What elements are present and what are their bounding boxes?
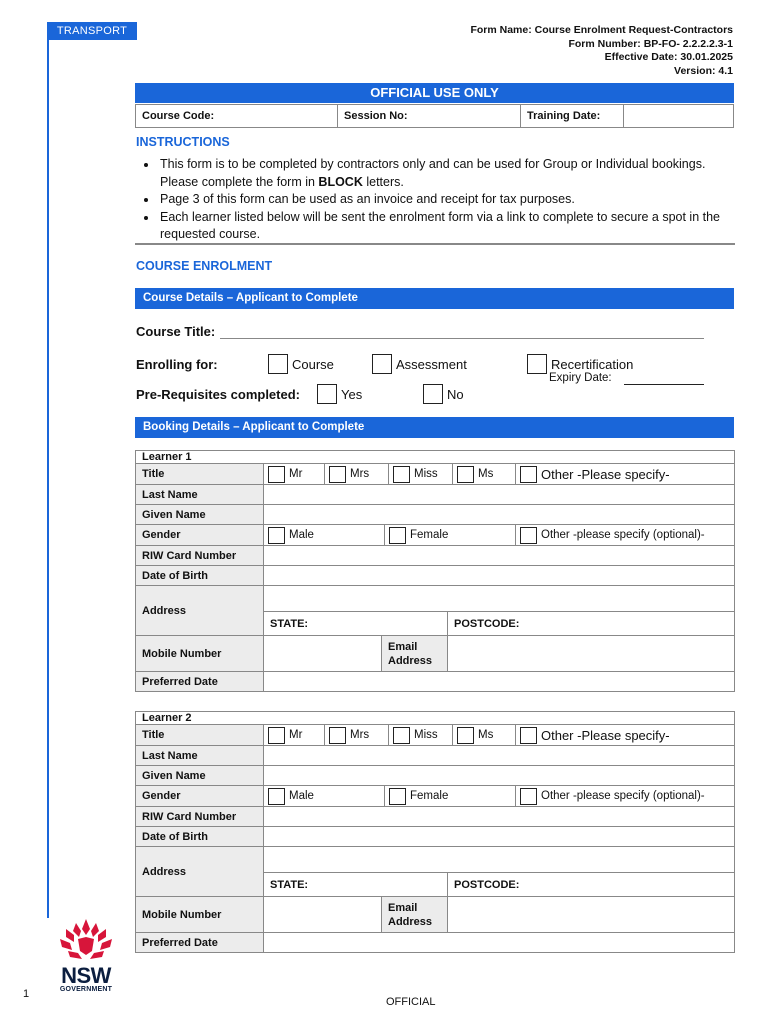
form-meta [470, 24, 733, 78]
miss-checkbox[interactable] [393, 727, 410, 744]
label-state: STATE: [270, 617, 309, 630]
waratah-icon [48, 915, 124, 961]
version: Version: 4.1 [674, 64, 733, 77]
given-name-label: Given Name [136, 505, 264, 525]
other-gender-checkbox[interactable] [520, 527, 537, 544]
booking-details-bar: Booking Details – Applicant to Complete [135, 417, 734, 438]
assessment-checkbox[interactable] [372, 354, 392, 374]
training-date-field[interactable] [624, 105, 734, 128]
expiry-date-input[interactable] [624, 384, 704, 385]
address-label: Address [136, 847, 264, 897]
learner-table-2 [135, 711, 735, 953]
label-other_gender: Other -please specify (optional)- [541, 790, 705, 802]
riw-label: RIW Card Number [136, 546, 264, 566]
mobile-label: Mobile Number [136, 636, 264, 672]
miss-checkbox[interactable] [393, 466, 410, 483]
divider [135, 243, 735, 245]
title-ms-option[interactable] [453, 464, 516, 484]
other-title-checkbox[interactable] [520, 466, 537, 483]
recertification-option[interactable]: Recertification [527, 354, 633, 374]
title-label: Title [136, 725, 264, 746]
mobile-label: Mobile Number [136, 897, 264, 933]
label-postcode: POSTCODE: [454, 617, 520, 630]
gender-male-option[interactable] [264, 786, 385, 806]
effective-date: Effective Date: 30.01.2025 [604, 51, 733, 63]
preferred-date-label: Preferred Date [136, 672, 264, 692]
label-ms: Ms [478, 729, 494, 741]
form-name: Form Name: Course Enrolment Request-Contractors [470, 24, 733, 36]
ms-checkbox[interactable] [457, 727, 474, 744]
instruction-item: • This form is to be completed by contractors only and can be used for Group or Individual bookings. Please complete the form in BLOCK letters. [158, 156, 736, 191]
gender-female-option[interactable] [385, 525, 516, 545]
title-miss-option[interactable] [389, 725, 453, 745]
official-use-table [135, 104, 734, 128]
classification-footer: OFFICIAL [386, 996, 436, 1008]
assessment-option[interactable]: Assessment [372, 354, 467, 374]
course-code-label: Course Code: [136, 105, 338, 128]
learner-table-1 [135, 450, 735, 692]
given-name-label: Given Name [136, 766, 264, 786]
label-mrs: Mrs [350, 729, 370, 741]
title-other-option[interactable] [516, 464, 670, 484]
instructions-list [140, 156, 736, 244]
prereq-no-option[interactable]: No [423, 384, 464, 404]
prereq-yes-option[interactable]: Yes [317, 384, 362, 404]
dob-input[interactable] [264, 827, 735, 847]
last-name-input[interactable] [264, 746, 735, 766]
gender-label: Gender [136, 786, 264, 807]
learner-heading: Learner 2 [136, 712, 735, 725]
logo-subtext: GOVERNMENT [59, 986, 113, 993]
label-state: STATE: [270, 878, 309, 891]
dob-input[interactable] [264, 566, 735, 586]
postcode-field[interactable] [448, 873, 735, 897]
label-mr: Mr [289, 729, 303, 741]
label-email2: Address [388, 915, 433, 928]
instruction-item: • Page 3 of this form can be used as an invoice and receipt for tax purposes. [158, 191, 736, 209]
gender-label: Gender [136, 525, 264, 546]
ms-checkbox[interactable] [457, 466, 474, 483]
last-name-label: Last Name [136, 485, 264, 505]
female-checkbox[interactable] [389, 527, 406, 544]
label-email1: Email [388, 901, 418, 914]
gender-male-option[interactable] [264, 525, 385, 545]
label-miss: Miss [414, 729, 438, 741]
label-postcode: POSTCODE: [454, 878, 520, 891]
postcode-field[interactable] [448, 612, 735, 636]
male-checkbox[interactable] [268, 788, 285, 805]
label-mrs: Mrs [350, 468, 370, 480]
label-email2: Address [388, 654, 433, 667]
preferred-date-input[interactable] [264, 933, 735, 953]
title-ms-option[interactable] [453, 725, 516, 745]
given-name-input[interactable] [264, 505, 735, 525]
state-field[interactable] [264, 873, 448, 897]
course-title-input[interactable] [220, 338, 704, 339]
label-email1: Email [388, 640, 418, 653]
other-title-checkbox[interactable] [520, 727, 537, 744]
official-use-bar: OFFICIAL USE ONLY [135, 83, 734, 103]
left-accent-line [47, 40, 49, 918]
last-name-label: Last Name [136, 746, 264, 766]
last-name-input[interactable] [264, 485, 735, 505]
address-label: Address [136, 586, 264, 636]
label-other_title: Other -Please specify- [541, 466, 670, 482]
label-other_gender: Other -please specify (optional)- [541, 529, 705, 541]
state-field[interactable] [264, 612, 448, 636]
course-checkbox[interactable] [268, 354, 288, 374]
mr-checkbox[interactable] [268, 727, 285, 744]
training-date-label: Training Date: [521, 105, 624, 128]
riw-label: RIW Card Number [136, 807, 264, 827]
label-other_title: Other -Please specify- [541, 727, 670, 743]
riw-input[interactable] [264, 807, 735, 827]
prereq-yes-checkbox[interactable] [317, 384, 337, 404]
mr-checkbox[interactable] [268, 466, 285, 483]
prerequisites-label: Pre-Requisites completed: [136, 387, 300, 402]
transport-tag: TRANSPORT [47, 22, 137, 40]
label-ms: Ms [478, 468, 494, 480]
gender-other-option[interactable] [516, 525, 705, 545]
page-number: 1 [23, 988, 30, 1000]
label-female: Female [410, 529, 449, 541]
mobile-input[interactable] [264, 897, 382, 933]
nsw-logo [48, 915, 124, 991]
dob-label: Date of Birth [136, 827, 264, 847]
course-enrolment-heading: COURSE ENROLMENT [136, 259, 273, 273]
title-label: Title [136, 464, 264, 485]
other-gender-checkbox[interactable] [520, 788, 537, 805]
instructions-heading: INSTRUCTIONS [136, 135, 230, 149]
gender-female-option[interactable] [385, 786, 516, 806]
email-label [382, 636, 448, 672]
mrs-checkbox[interactable] [329, 466, 346, 483]
gender-other-option[interactable] [516, 786, 705, 806]
title-mrs-option[interactable] [325, 725, 389, 745]
prereq-no-checkbox[interactable] [423, 384, 443, 404]
instruction-item: • Each learner listed below will be sent the enrolment form via a link to complete to secure a spot in the requested course. [158, 209, 736, 244]
preferred-date-label: Preferred Date [136, 933, 264, 953]
mobile-input[interactable] [264, 636, 382, 672]
title-mr-option[interactable] [264, 725, 325, 745]
form-number: Form Number: BP-FO- 2.2.2.2.3-1 [568, 37, 733, 50]
email-input[interactable] [448, 897, 735, 933]
riw-input[interactable] [264, 546, 735, 566]
label-mr: Mr [289, 468, 303, 480]
given-name-input[interactable] [264, 766, 735, 786]
course-title-label: Course Title: [136, 324, 216, 339]
label-female: Female [410, 790, 449, 802]
course-details-bar: Course Details – Applicant to Complete [135, 288, 734, 309]
email-input[interactable] [448, 636, 735, 672]
logo-text: NSW [61, 963, 111, 988]
preferred-date-input[interactable] [264, 672, 735, 692]
address-input[interactable] [264, 586, 735, 612]
label-male: Male [289, 529, 314, 541]
course-option[interactable]: Course [268, 354, 334, 374]
email-label [382, 897, 448, 933]
female-checkbox[interactable] [389, 788, 406, 805]
learner-heading: Learner 1 [136, 451, 735, 464]
address-input[interactable] [264, 847, 735, 873]
title-mr-option[interactable] [264, 464, 325, 484]
expiry-date-label: Expiry Date: [549, 372, 612, 384]
mrs-checkbox[interactable] [329, 727, 346, 744]
enrolling-for-label: Enrolling for: [136, 357, 218, 372]
label-male: Male [289, 790, 314, 802]
session-no-label: Session No: [338, 105, 521, 128]
dob-label: Date of Birth [136, 566, 264, 586]
recertification-checkbox[interactable] [527, 354, 547, 374]
title-mrs-option[interactable] [325, 464, 389, 484]
label-miss: Miss [414, 468, 438, 480]
title-miss-option[interactable] [389, 464, 453, 484]
male-checkbox[interactable] [268, 527, 285, 544]
title-other-option[interactable] [516, 725, 670, 745]
